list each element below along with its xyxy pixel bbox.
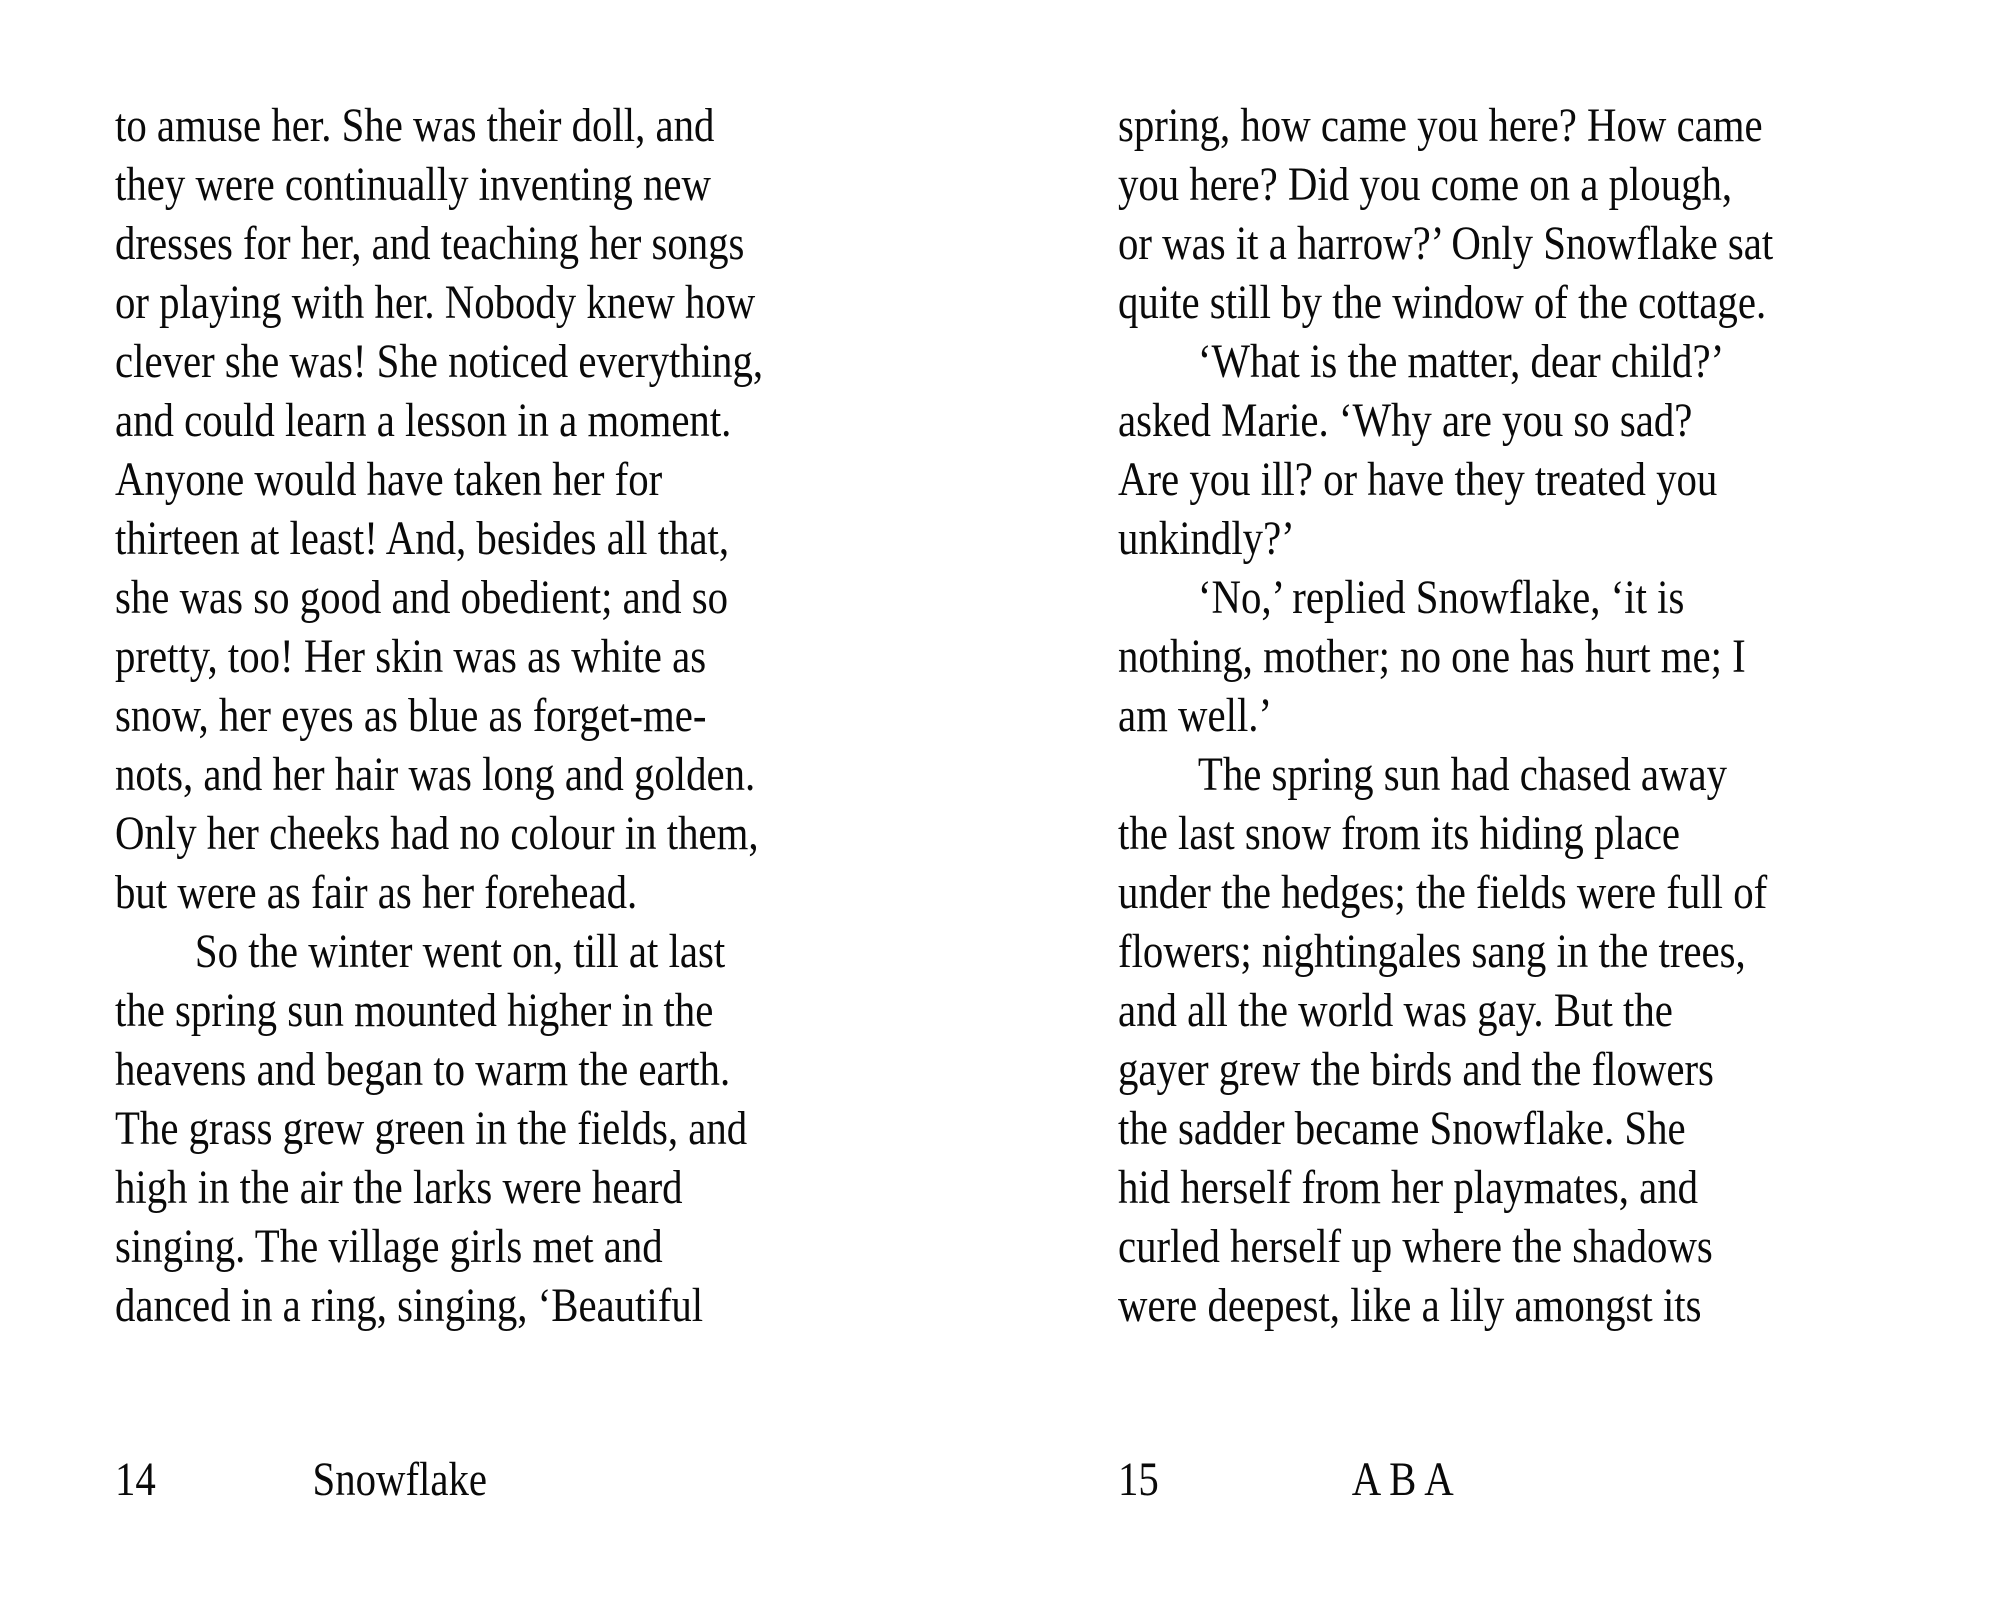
text-line: nothing, mother; no one has hurt me; I bbox=[1118, 630, 1746, 683]
text-line: So the winter went on, till at last bbox=[194, 925, 726, 978]
text-line: clever she was! She noticed everything, bbox=[115, 335, 764, 388]
right-running-title: A B A bbox=[1351, 1453, 1454, 1506]
text-line: Anyone would have taken her for bbox=[115, 453, 663, 506]
text-line: am well.’ bbox=[1118, 689, 1273, 742]
text-line: heavens and began to warm the earth. bbox=[115, 1043, 731, 1096]
text-line: the last snow from its hiding place bbox=[1118, 807, 1681, 860]
text-line: flowers; nightingales sang in the trees, bbox=[1118, 925, 1746, 978]
text-line: singing. The village girls met and bbox=[115, 1220, 663, 1273]
text-line: dresses for her, and teaching her songs bbox=[115, 217, 745, 270]
left-running-title: Snowflake bbox=[312, 1453, 488, 1506]
text-line: The spring sun had chased away bbox=[1197, 748, 1728, 801]
text-line: quite still by the window of the cottage. bbox=[1118, 276, 1767, 329]
text-line: Are you ill? or have they treated you bbox=[1118, 453, 1718, 506]
text-line: were deepest, like a lily amongst its bbox=[1118, 1279, 1702, 1332]
right-page-text-column bbox=[1118, 96, 1909, 1335]
text-line: or playing with her. Nobody knew how bbox=[115, 276, 756, 329]
text-line: nots, and her hair was long and golden. bbox=[115, 748, 756, 801]
text-line: The grass grew green in the fields, and bbox=[115, 1102, 748, 1155]
text-line: gayer grew the birds and the flowers bbox=[1118, 1043, 1714, 1096]
text-line: asked Marie. ‘Why are you so sad? bbox=[1118, 394, 1693, 447]
text-line: ‘No,’ replied Snowflake, ‘it is bbox=[1197, 571, 1685, 624]
text-line: high in the air the larks were heard bbox=[115, 1161, 683, 1214]
text-line: hid herself from her playmates, and bbox=[1118, 1161, 1699, 1214]
text-line: she was so good and obedient; and so bbox=[115, 571, 729, 624]
text-line: or was it a harrow?’ Only Snowflake sat bbox=[1118, 217, 1774, 270]
text-line: unkindly?’ bbox=[1118, 512, 1295, 565]
text-line: the sadder became Snowflake. She bbox=[1118, 1102, 1686, 1155]
text-line: curled herself up where the shadows bbox=[1118, 1220, 1713, 1273]
left-page-footer bbox=[115, 1450, 906, 1509]
right-page-footer bbox=[1118, 1450, 1909, 1509]
text-line: Only her cheeks had no colour in them, bbox=[115, 807, 759, 860]
left-page-number: 14 bbox=[115, 1453, 156, 1506]
text-line: the spring sun mounted higher in the bbox=[115, 984, 714, 1037]
text-line: thirteen at least! And, besides all that, bbox=[115, 512, 730, 565]
left-page-text-column bbox=[115, 96, 906, 1335]
text-line: you here? Did you come on a plough, bbox=[1118, 158, 1733, 211]
text-line: ‘What is the matter, dear child?’ bbox=[1197, 335, 1725, 388]
text-line: pretty, too! Her skin was as white as bbox=[115, 630, 707, 683]
text-line: snow, her eyes as blue as forget-me- bbox=[115, 689, 707, 742]
text-line: spring, how came you here? How came bbox=[1118, 99, 1763, 152]
text-line: under the hedges; the fields were full of bbox=[1118, 866, 1768, 919]
right-page-number: 15 bbox=[1118, 1453, 1159, 1506]
text-line: and all the world was gay. But the bbox=[1118, 984, 1673, 1037]
text-line: they were continually inventing new bbox=[115, 158, 711, 211]
text-line: but were as fair as her forehead. bbox=[115, 866, 638, 919]
text-line: and could learn a lesson in a moment. bbox=[115, 394, 732, 447]
text-line: danced in a ring, singing, ‘Beautiful bbox=[115, 1279, 704, 1332]
text-line: to amuse her. She was their doll, and bbox=[115, 99, 715, 152]
